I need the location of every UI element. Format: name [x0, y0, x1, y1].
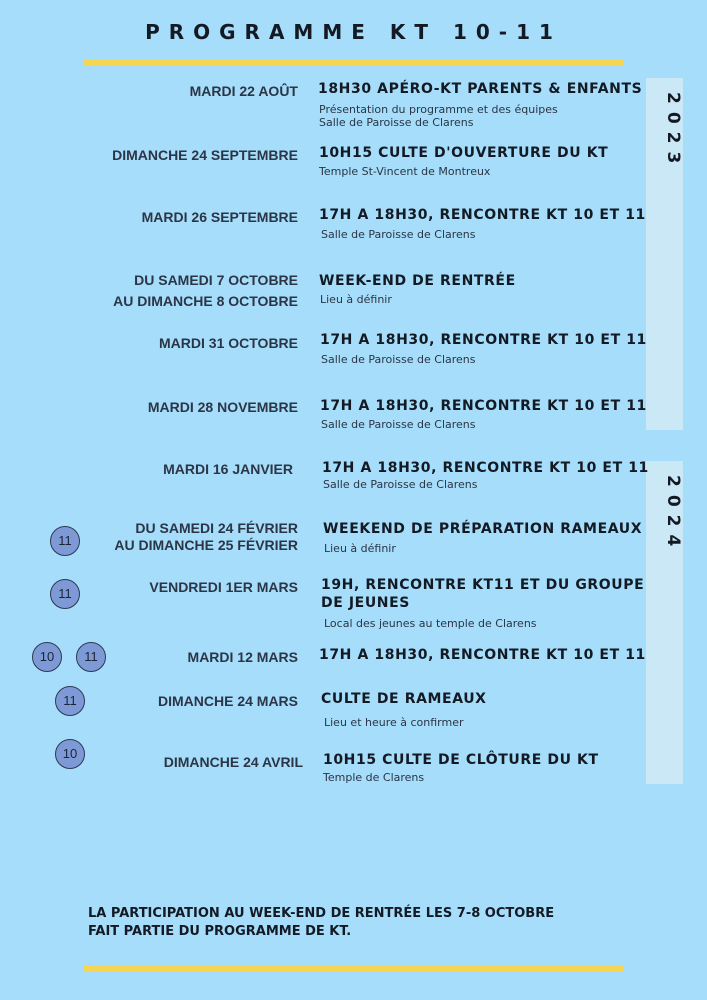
- event-title: CULTE DE RAMEAUX: [321, 691, 487, 707]
- event-date: DIMANCHE 24 MARS: [157, 693, 298, 709]
- event-date: MARDI 28 NOVEMBRE: [147, 399, 298, 415]
- top-divider: [84, 59, 624, 65]
- year-block-2024: [646, 461, 683, 784]
- event-detail: Salle de Paroisse de Clarens: [319, 116, 474, 129]
- event-detail: Lieu à définir: [320, 293, 392, 306]
- event-title: 17H A 18H30, RENCONTRE KT 10 ET 11: [320, 332, 647, 348]
- event-date: VENDREDI 1ER MARS: [149, 579, 298, 595]
- event-date: DU SAMEDI 7 OCTOBRE: [134, 272, 298, 288]
- year-block-2023: [646, 78, 683, 430]
- event-date: MARDI 12 MARS: [187, 649, 298, 665]
- event-detail: Temple de Clarens: [323, 771, 425, 784]
- year-label: 2024: [663, 475, 683, 555]
- event-title: 17H A 18H30, RENCONTRE KT 10 ET 11: [322, 460, 649, 476]
- event-title: 18H30 APÉRO-KT PARENTS & ENFANTS: [318, 81, 643, 97]
- event-title: 17H A 18H30, RENCONTRE KT 10 ET 11: [320, 398, 647, 414]
- kt-level-badge: 11: [50, 579, 80, 609]
- page-title: PROGRAMME KT 10-11: [145, 20, 562, 44]
- event-date: MARDI 22 AOÛT: [189, 83, 298, 99]
- footer-line: LA PARTICIPATION AU WEEK-END DE RENTRÉE LES 7-8 OCTOBRE: [88, 906, 555, 921]
- event-title: WEEK-END DE RENTRÉE: [319, 273, 516, 289]
- event-date: DIMANCHE 24 AVRIL: [163, 754, 303, 770]
- event-detail: Lieu et heure à confirmer: [324, 716, 464, 729]
- event-date: AU DIMANCHE 8 OCTOBRE: [113, 293, 298, 309]
- kt-level-badge: 10: [55, 739, 85, 769]
- event-title: DE JEUNES: [321, 595, 410, 611]
- event-detail: Salle de Paroisse de Clarens: [323, 478, 478, 491]
- event-title: 17H A 18H30, RENCONTRE KT 10 ET 11: [319, 207, 646, 223]
- event-detail: Salle de Paroisse de Clarens: [321, 228, 476, 241]
- event-detail: Salle de Paroisse de Clarens: [321, 353, 476, 366]
- event-detail: Lieu à définir: [324, 542, 396, 555]
- event-title: 10H15 CULTE D'OUVERTURE DU KT: [319, 145, 609, 161]
- kt-level-badge: 10: [32, 642, 62, 672]
- year-label: 2023: [663, 92, 683, 172]
- event-detail: Temple St-Vincent de Montreux: [319, 165, 491, 178]
- kt-level-badge: 11: [50, 526, 80, 556]
- event-title: 19H, RENCONTRE KT11 ET DU GROUPE: [321, 577, 645, 593]
- event-date: DU SAMEDI 24 FÉVRIER: [135, 520, 298, 536]
- kt-level-badge: 11: [76, 642, 106, 672]
- event-title: 10H15 CULTE DE CLÔTURE DU KT: [323, 752, 599, 768]
- event-title: 17H A 18H30, RENCONTRE KT 10 ET 11: [319, 647, 646, 663]
- event-date: MARDI 16 JANVIER: [163, 461, 293, 477]
- event-detail: Salle de Paroisse de Clarens: [321, 418, 476, 431]
- bottom-divider: [84, 965, 624, 971]
- event-date: AU DIMANCHE 25 FÉVRIER: [114, 537, 298, 553]
- footer-line: FAIT PARTIE DU PROGRAMME DE KT.: [88, 924, 352, 939]
- event-date: MARDI 31 OCTOBRE: [159, 335, 298, 351]
- event-detail: Local des jeunes au temple de Clarens: [324, 617, 537, 630]
- footer-note: [88, 905, 628, 941]
- event-date: DIMANCHE 24 SEPTEMBRE: [112, 147, 298, 163]
- kt-level-badge: 11: [55, 686, 85, 716]
- event-title: WEEKEND DE PRÉPARATION RAMEAUX: [323, 521, 643, 537]
- event-detail: Présentation du programme et des équipes: [319, 103, 558, 116]
- event-date: MARDI 26 SEPTEMBRE: [141, 209, 298, 225]
